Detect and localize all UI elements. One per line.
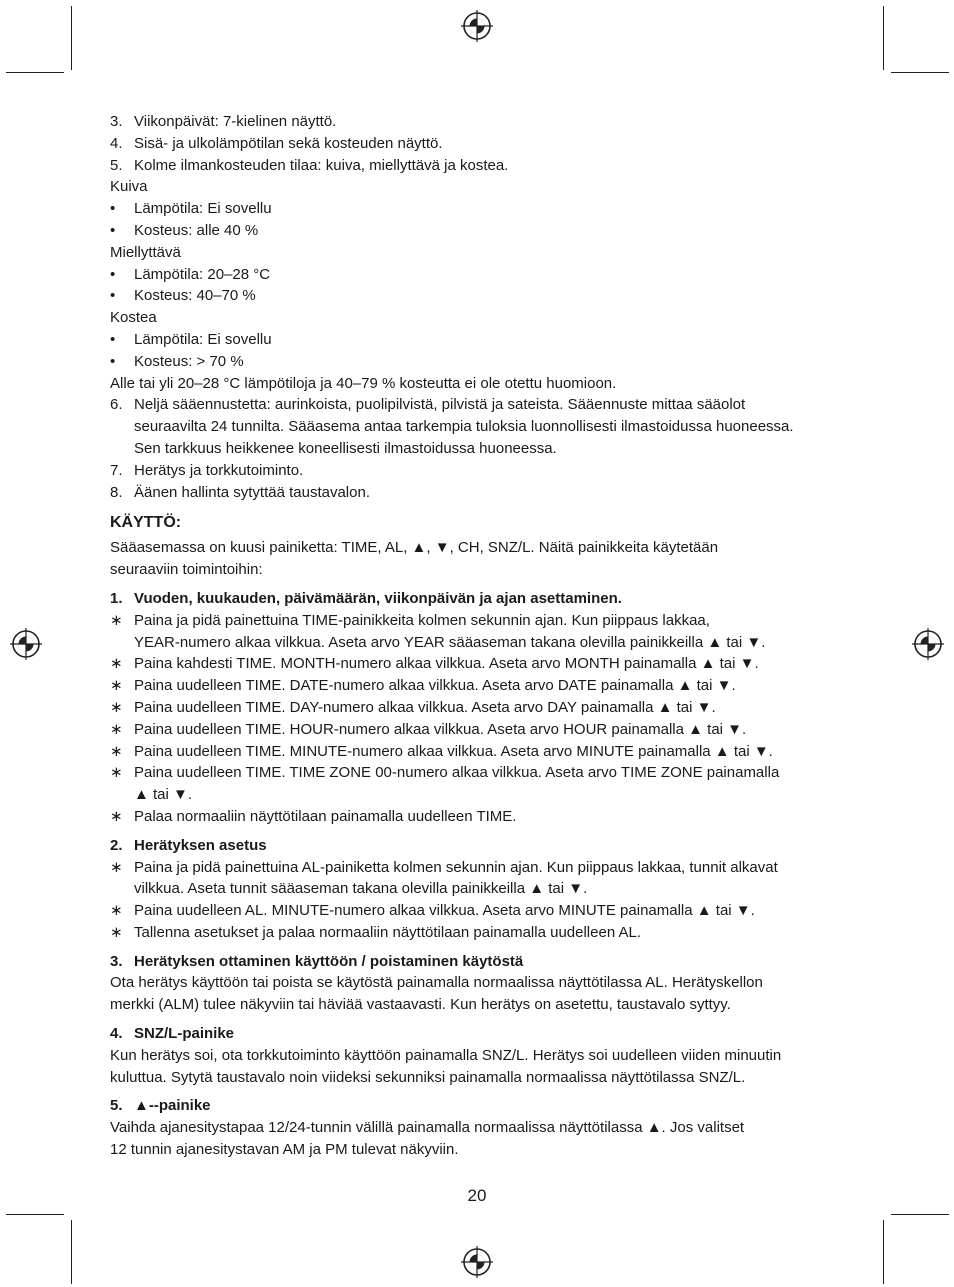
crop-mark: [71, 1220, 72, 1284]
list-item: 6. Neljä sääennustetta: aurinkoista, puolipilvistä, pilvistä ja sateista. Sääennuste mittaa sääolot seuraavilta 24 tunnilta. Sääasema antaa tarkempia tuloksia luonnollisesti ilmastoidussa huoneessa. Sen tarkkuus heikkenee koneellisesti ilmastoidussa huoneessa.: [110, 396, 794, 457]
step-item: ∗ Paina kahdesti TIME. MONTH-numero alkaa vilkkua. Aseta arvo MONTH painamalla ▲ tai ▼.: [110, 653, 855, 675]
page-number: 20: [467, 1186, 487, 1205]
section-body: Ota herätys käyttöön tai poista se käytöstä painamalla normaalissa näyttötilassa AL. Herätyskellon: [110, 974, 763, 992]
step-marker: ∗: [110, 858, 123, 876]
list-item: 5. Kolme ilmankosteuden tilaa: kuiva, miellyttävä ja kostea.: [110, 155, 855, 177]
step-item: ∗ Paina uudelleen TIME. DAY-numero alkaa vilkkua. Aseta arvo DAY painamalla ▲ tai ▼.: [110, 697, 855, 719]
step-item: ∗ Tallenna asetukset ja palaa normaaliin näyttötilaan painamalla uudelleen AL.: [110, 922, 855, 944]
section-body: kuluttua. Sytytä taustavalo noin viideksi sekunniksi painamalla normaalissa näyttötilassa SNZ/L.: [110, 1068, 746, 1086]
states-note: Alle tai yli 20–28 °C lämpötiloja ja 40–79 % kosteutta ei ole otettu huomioon.: [110, 374, 617, 392]
step-marker: ∗: [110, 611, 123, 629]
bullet-item: • Lämpötila: Ei sovellu: [110, 329, 855, 351]
bullet: •: [110, 200, 116, 218]
list-number: 6.: [110, 396, 123, 414]
crop-mark: [883, 6, 884, 70]
list-number: 8.: [110, 483, 123, 501]
step-marker: ∗: [110, 655, 123, 673]
step-item: ∗ Paina uudelleen TIME. HOUR-numero alkaa vilkkua. Aseta arvo HOUR painamalla ▲ tai ▼.: [110, 719, 855, 741]
step-item: ∗ Paina ja pidä painettuina AL-painiketta kolmen sekunnin ajan. Kun piippaus lakkaa, tunnit alkavat vilkkua. Aseta tunnit sääaseman takana olevilla painikkeilla ▲ tai ▼.: [110, 858, 778, 898]
page-content: [110, 111, 855, 1161]
bullet: •: [110, 221, 116, 239]
bullet-item: • Kosteus: alle 40 %: [110, 220, 855, 242]
state-title: Miellyttävä: [110, 243, 181, 261]
crop-mark: [891, 1214, 949, 1215]
list-number: 3.: [110, 113, 123, 130]
step-marker: ∗: [110, 807, 123, 825]
registration-mark-icon: [461, 10, 493, 42]
section-body: merkki (ALM) tulee näkyviin tai häviää vastaavasti. Kun herätys on asetettu, taustavalo syttyy.: [110, 996, 731, 1014]
step-marker: ∗: [110, 677, 123, 695]
section-title: 5. ▲--painike: [110, 1097, 211, 1115]
step-item: ∗ Paina uudelleen TIME. TIME ZONE 00-numero alkaa vilkkua. Aseta arvo TIME ZONE painamalla ▲ tai ▼.: [110, 764, 780, 804]
bullet-item: • Kosteus: > 70 %: [110, 351, 855, 373]
bullet: •: [110, 352, 116, 370]
bullet-item: • Lämpötila: Ei sovellu: [110, 198, 855, 220]
step-item: ∗ Paina uudelleen AL. MINUTE-numero alkaa vilkkua. Aseta arvo MINUTE painamalla ▲ tai ▼.: [110, 900, 855, 922]
crop-mark: [891, 72, 949, 73]
list-number: 4.: [110, 134, 123, 152]
section-body: Kun herätys soi, ota torkkutoiminto käyttöön painamalla SNZ/L. Herätys soi uudelleen viiden minuutin: [110, 1046, 782, 1064]
bullet-item: • Kosteus: 40–70 %: [110, 285, 855, 307]
list-item: 8. Äänen hallinta sytyttää taustavalon.: [110, 482, 855, 504]
registration-mark-icon: [461, 1246, 493, 1278]
usage-intro: seuraaviin toimintoihin:: [110, 561, 263, 579]
section-body: 12 tunnin ajanesitystavan AM ja PM tulevat näkyviin.: [110, 1141, 459, 1159]
usage-intro: Sääasemassa on kuusi painiketta: TIME, AL, ▲, ▼, CH, SNZ/L. Näitä painikkeita käytetään: [110, 539, 719, 557]
step-marker: ∗: [110, 720, 123, 738]
step-item: ∗ Paina ja pidä painettuina TIME-painikkeita kolmen sekunnin ajan. Kun piippaus lakkaa, YEAR-numero alkaa vilkkua. Aseta arvo YEAR sääaseman takana olevilla painikkeilla ▲ tai ▼.: [110, 611, 766, 651]
bullet: •: [110, 287, 116, 305]
list-item: 4. Sisä- ja ulkolämpötilan sekä kosteuden näyttö.: [110, 133, 855, 155]
list-number: 7.: [110, 461, 123, 479]
section-title: 4. SNZ/L-painike: [110, 1025, 235, 1043]
crop-mark: [6, 72, 64, 73]
crop-mark: [6, 1214, 64, 1215]
bullet-item: • Lämpötila: 20–28 °C: [110, 264, 855, 286]
registration-mark-icon: [912, 628, 944, 660]
bullet: •: [110, 330, 116, 348]
section-body: Vaihda ajanesitystapaa 12/24-tunnin välillä painamalla normaalissa näyttötilassa ▲. Jos valitset: [110, 1119, 745, 1137]
step-marker: ∗: [110, 902, 123, 920]
step-marker: ∗: [110, 698, 123, 716]
step-item: ∗ Palaa normaaliin näyttötilaan painamalla uudelleen TIME.: [110, 806, 855, 828]
step-marker: ∗: [110, 923, 123, 941]
list-item: 7. Herätys ja torkkutoiminto.: [110, 460, 855, 482]
crop-mark: [883, 1220, 884, 1284]
list-item: 3. Viikonpäivät: 7-kielinen näyttö.: [110, 111, 855, 133]
list-number: 5.: [110, 156, 123, 174]
section-title: 3. Herätyksen ottaminen käyttöön / poistaminen käytöstä: [110, 952, 524, 970]
bullet: •: [110, 265, 116, 283]
step-marker: ∗: [110, 764, 123, 782]
section-title: 2. Herätyksen asetus: [110, 836, 267, 854]
state-title: Kostea: [110, 309, 157, 327]
step-item: ∗ Paina uudelleen TIME. DATE-numero alkaa vilkkua. Aseta arvo DATE painamalla ▲ tai ▼.: [110, 675, 855, 697]
step-marker: ∗: [110, 742, 123, 760]
usage-heading: KÄYTTÖ:: [110, 514, 182, 532]
crop-mark: [71, 6, 72, 70]
state-title: Kuiva: [110, 178, 148, 196]
section-title: 1. Vuoden, kuukauden, päivämäärän, viikonpäivän ja ajan asettaminen.: [110, 589, 622, 607]
step-item: ∗ Paina uudelleen TIME. MINUTE-numero alkaa vilkkua. Aseta arvo MINUTE painamalla ▲ tai ▼.: [110, 741, 855, 763]
registration-mark-icon: [10, 628, 42, 660]
